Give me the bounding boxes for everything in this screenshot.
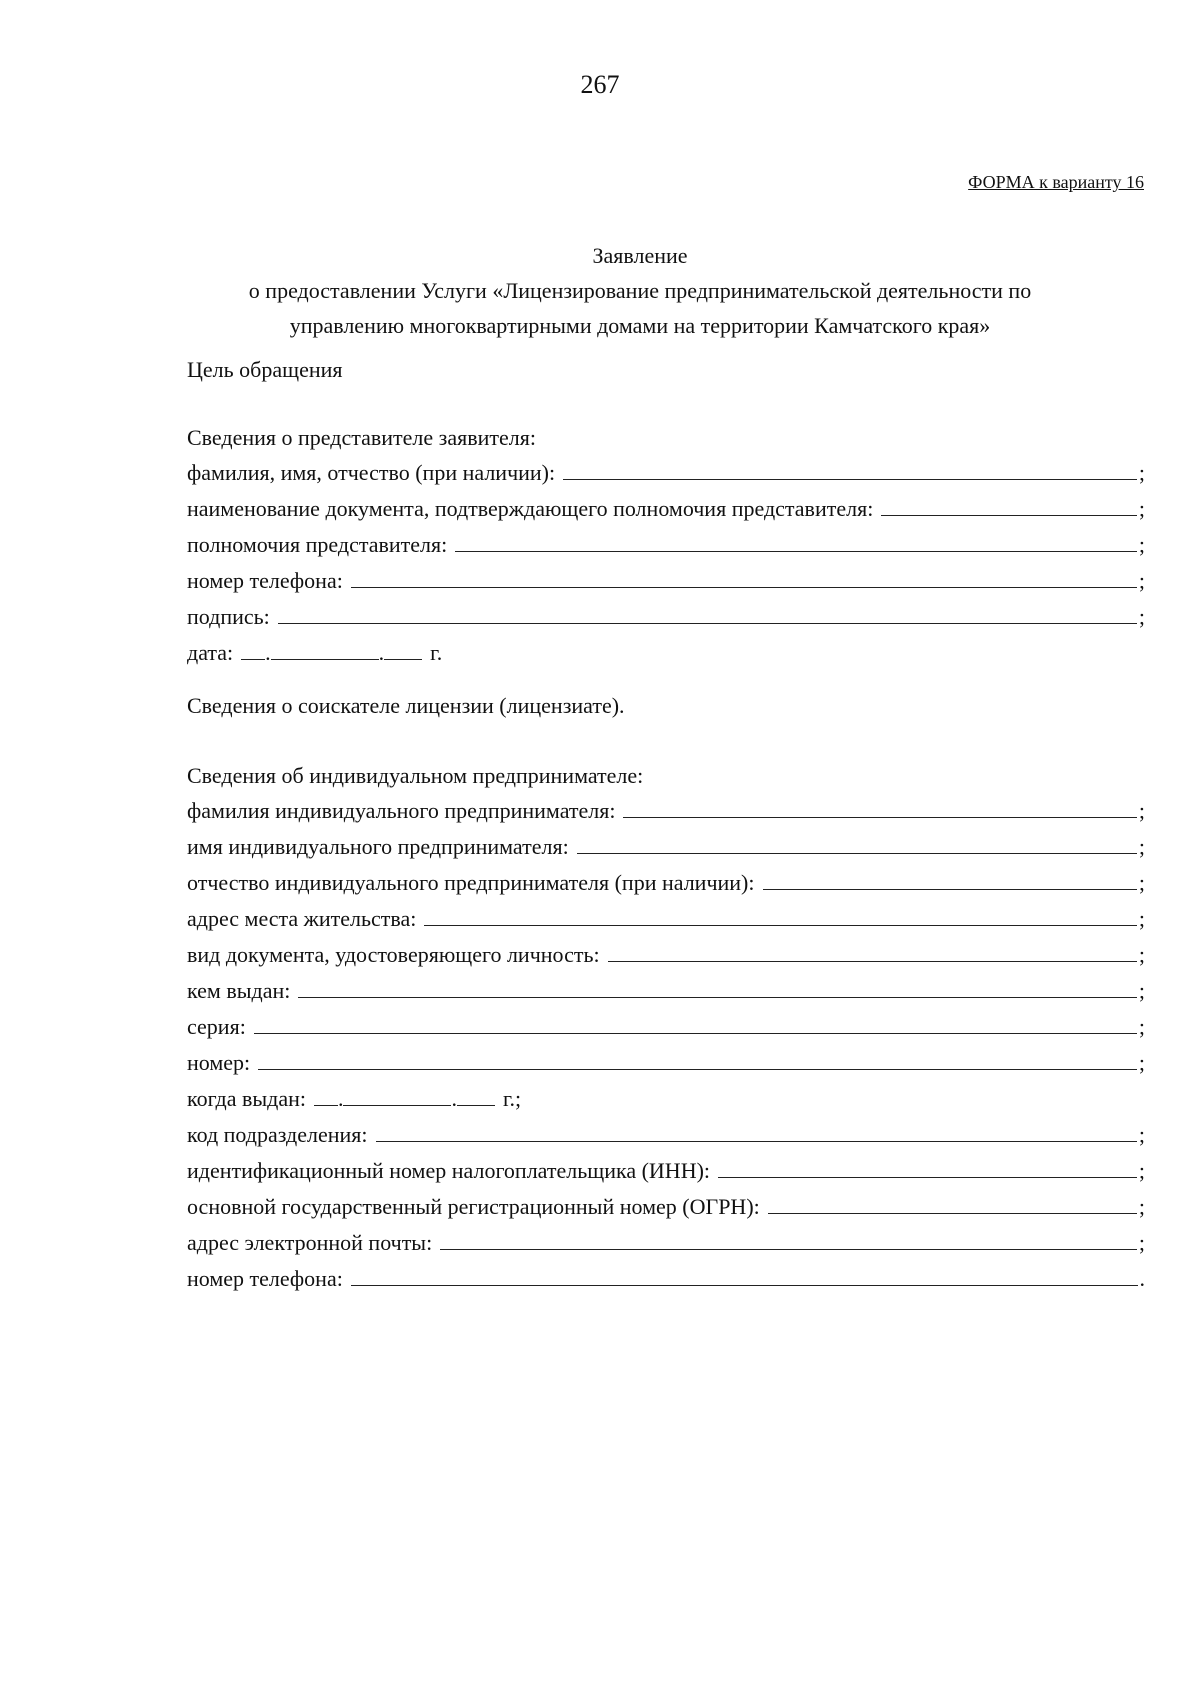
entrepreneur-section (187, 758, 1145, 1297)
field-label: номер: (187, 1050, 251, 1075)
date-month-field[interactable] (271, 637, 379, 660)
field-label: номер телефона: (187, 568, 343, 593)
entrepreneur-patronymic-field[interactable] (763, 867, 1137, 890)
representative-signature-row (187, 599, 1145, 635)
field-label: вид документа, удостоверяющего личность: (187, 942, 600, 967)
purpose-section (187, 352, 1145, 387)
field-label: наименование документа, подтверждающего полномочия представителя: (187, 496, 874, 521)
title-line-2: о предоставлении Услуги «Лицензирование предпринимательской деятельности по (248, 278, 1032, 303)
document-title (180, 238, 1100, 343)
representative-authority-row (187, 527, 1145, 563)
field-label: фамилия индивидуального предпринимателя: (187, 798, 616, 823)
entrepreneur-name-row (187, 829, 1145, 865)
form-variant-label: ФОРМА к варианту 16 (968, 172, 1144, 192)
entrepreneur-phone-field[interactable] (351, 1263, 1138, 1286)
applicant-heading: Сведения о соискателе лицензии (лицензиате). (187, 693, 625, 718)
field-label: полномочия представителя: (187, 532, 448, 557)
date-separator: . (378, 640, 385, 665)
field-terminator: ; (1138, 460, 1145, 485)
field-terminator: ; (1138, 568, 1145, 593)
title-line-1: Заявление (592, 243, 688, 268)
issued-date-suffix: г.; (502, 1086, 522, 1111)
date-day-field[interactable] (241, 637, 265, 660)
field-label: имя индивидуального предпринимателя: (187, 834, 569, 859)
date-separator: . (337, 1086, 344, 1111)
representative-document-field[interactable] (881, 493, 1137, 516)
field-label: адрес электронной почты: (187, 1230, 433, 1255)
field-terminator: ; (1138, 1122, 1145, 1147)
entrepreneur-address-row (187, 901, 1145, 937)
entrepreneur-inn-row (187, 1153, 1145, 1189)
representative-authority-field[interactable] (455, 529, 1137, 552)
date-separator: . (265, 640, 271, 665)
entrepreneur-id-document-field[interactable] (608, 939, 1137, 962)
issued-year-field[interactable] (457, 1083, 495, 1106)
entrepreneur-surname-field[interactable] (623, 795, 1136, 818)
field-terminator: ; (1138, 1158, 1145, 1183)
representative-signature-field[interactable] (278, 601, 1137, 624)
entrepreneur-name-field[interactable] (577, 831, 1137, 854)
date-label: дата: (187, 640, 234, 665)
field-label: номер телефона: (187, 1266, 343, 1291)
representative-phone-field[interactable] (351, 565, 1137, 588)
entrepreneur-division-code-row (187, 1117, 1145, 1153)
field-label: фамилия, имя, отчество (при наличии): (187, 460, 556, 485)
field-label: подпись: (187, 604, 270, 629)
field-terminator: ; (1138, 870, 1145, 895)
field-terminator: ; (1138, 496, 1145, 521)
field-label: серия: (187, 1014, 246, 1039)
entrepreneur-series-row (187, 1009, 1145, 1045)
issued-day-field[interactable] (314, 1083, 338, 1106)
entrepreneur-id-document-row (187, 937, 1145, 973)
representative-section (187, 420, 1145, 671)
field-terminator: ; (1138, 1230, 1145, 1255)
entrepreneur-issued-by-field[interactable] (298, 975, 1137, 998)
representative-date-row (187, 635, 1145, 671)
applicant-section (187, 688, 1145, 723)
page-number: 267 (580, 70, 620, 99)
representative-phone-row (187, 563, 1145, 599)
field-terminator: ; (1138, 1194, 1145, 1219)
entrepreneur-patronymic-row (187, 865, 1145, 901)
field-terminator: ; (1138, 834, 1145, 859)
entrepreneur-issued-date-row (187, 1081, 1145, 1117)
entrepreneur-surname-row (187, 793, 1145, 829)
representative-document-row (187, 491, 1145, 527)
date-year-field[interactable] (384, 637, 422, 660)
entrepreneur-inn-field[interactable] (718, 1155, 1137, 1178)
entrepreneur-phone-row (187, 1261, 1145, 1297)
field-terminator: ; (1138, 532, 1145, 557)
field-label: код подразделения: (187, 1122, 368, 1147)
field-terminator: ; (1138, 942, 1145, 967)
entrepreneur-series-field[interactable] (254, 1011, 1137, 1034)
title-line-3: управлению многоквартирными домами на территории Камчатского края» (289, 313, 991, 338)
entrepreneur-ogrn-field[interactable] (768, 1191, 1137, 1214)
field-terminator: ; (1138, 906, 1145, 931)
date-suffix: г. (430, 640, 443, 665)
field-terminator: ; (1138, 978, 1145, 1003)
field-label: основной государственный регистрационный номер (ОГРН): (187, 1194, 760, 1219)
field-terminator: ; (1138, 1014, 1145, 1039)
representative-fullname-field[interactable] (563, 457, 1137, 480)
issued-date-label: когда выдан: (187, 1086, 306, 1111)
issued-month-field[interactable] (343, 1083, 451, 1106)
field-label: идентификационный номер налогоплательщика (ИНН): (187, 1158, 711, 1183)
purpose-heading: Цель обращения (187, 357, 343, 382)
date-separator: . (451, 1086, 457, 1111)
field-label: кем выдан: (187, 978, 291, 1003)
field-label: адрес места жительства: (187, 906, 417, 931)
representative-fullname-row (187, 455, 1145, 491)
field-terminator: . (1139, 1266, 1145, 1291)
entrepreneur-address-field[interactable] (424, 903, 1136, 926)
field-terminator: ; (1138, 1050, 1145, 1075)
entrepreneur-ogrn-row (187, 1189, 1145, 1225)
representative-heading: Сведения о представителе заявителя: (187, 425, 536, 450)
entrepreneur-number-row (187, 1045, 1145, 1081)
entrepreneur-issued-by-row (187, 973, 1145, 1009)
entrepreneur-email-field[interactable] (440, 1227, 1137, 1250)
entrepreneur-number-field[interactable] (258, 1047, 1137, 1070)
entrepreneur-heading: Сведения об индивидуальном предпринимателе: (187, 763, 644, 788)
field-label: отчество индивидуального предпринимателя (при наличии): (187, 870, 755, 895)
entrepreneur-division-code-field[interactable] (376, 1119, 1137, 1142)
entrepreneur-email-row (187, 1225, 1145, 1261)
field-terminator: ; (1138, 604, 1145, 629)
field-terminator: ; (1138, 798, 1145, 823)
